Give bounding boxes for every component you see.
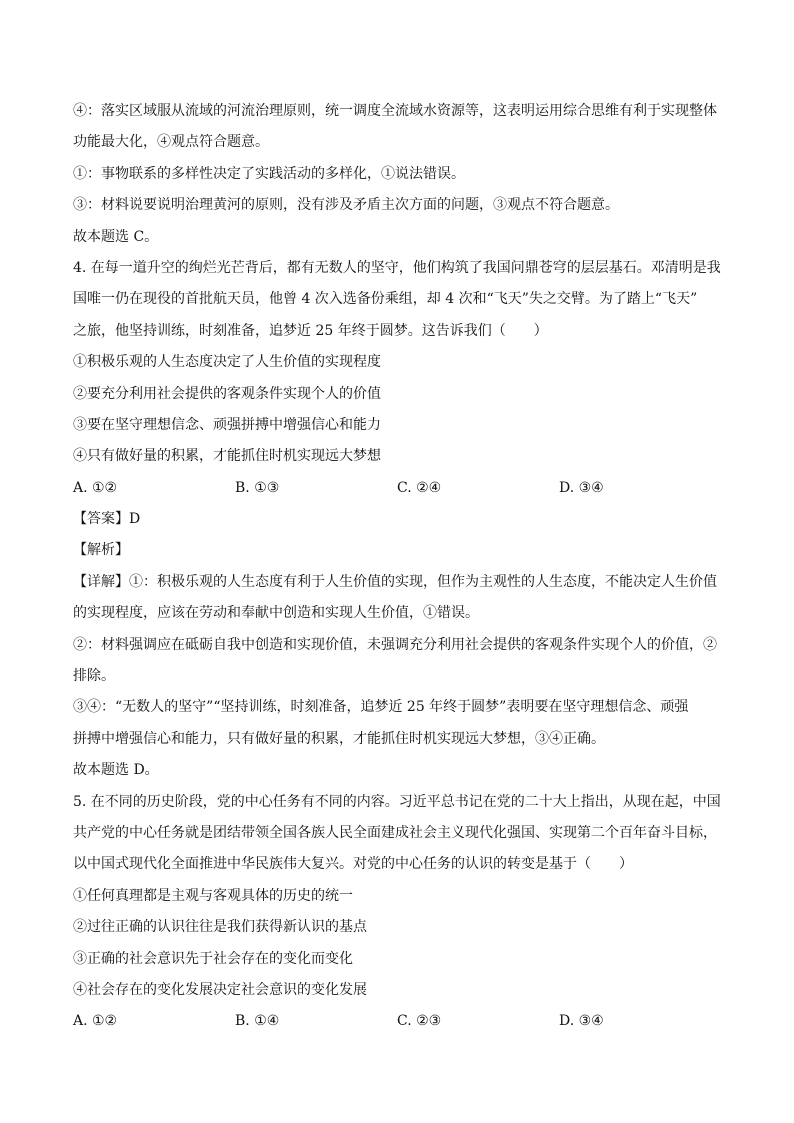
statement-item: ②过往正确的认识往往是我们获得新认识的基点 bbox=[73, 919, 367, 936]
question-stem-line: 共产党的中心任务就是团结带领全国各族人民全面建成社会主义现代化强国、实现第二个百年奋斗目标， bbox=[73, 824, 717, 841]
question-4 bbox=[73, 253, 723, 787]
statement-item: ④社会存在的变化发展决定社会意识的变化发展 bbox=[73, 981, 367, 998]
question-stem-line: 国唯一仍在现役的首批航天员，他曾 4 次入选备份乘组，却 4 次和“飞天”失之交臂。为了踏上“飞天” bbox=[73, 291, 698, 308]
question-stem-line: 4. 在每一道升空的绚烂光芒背后，都有无数人的坚守，他们构筑了我国问鼎苍穹的层层基石。邓清明是我 bbox=[73, 259, 721, 276]
option-b: B. ①③ bbox=[235, 479, 280, 496]
analysis-line: 【详解】①：积极乐观的人生态度有利于人生价值的实现，但作为主观性的人生态度，不能决定人生价值 bbox=[73, 573, 717, 590]
option-d: D. ③④ bbox=[559, 1013, 604, 1030]
option-c: C. ②④ bbox=[397, 479, 442, 496]
text-line: 功能最大化，④观点符合题意。 bbox=[73, 134, 269, 151]
statement-item: ②要充分利用社会提供的客观条件实现个人的价值 bbox=[73, 385, 381, 402]
text-line: ①：事物联系的多样性决定了实践活动的多样化，①说法错误。 bbox=[73, 165, 465, 182]
analysis-line: ③④：“无数人的坚守”“坚持训练，时刻准备，追梦近 25 年终于圆梦”表明要在坚守理想信念、顽强 bbox=[73, 699, 689, 716]
statement-item: ③正确的社会意识先于社会存在的变化而变化 bbox=[73, 950, 353, 967]
analysis-line: 排除。 bbox=[73, 668, 115, 685]
statement-item: ①任何真理都是主观与客观具体的历史的统一 bbox=[73, 887, 353, 904]
answer-options bbox=[73, 473, 723, 504]
document-page bbox=[73, 96, 723, 1038]
statement-item: ④只有做好量的积累，才能抓住时机实现远大梦想 bbox=[73, 448, 381, 465]
analysis-line: ②：材料强调应在砥砺自我中创造和实现价值，未强调充分利用社会提供的客观条件实现个人的价值，② bbox=[73, 636, 717, 653]
statement-item: ①积极乐观的人生态度决定了人生价值的实现程度 bbox=[73, 354, 381, 371]
question-5 bbox=[73, 787, 723, 1038]
text-line: ③：材料说要说明治理黄河的原则，没有涉及矛盾主次方面的问题，③观点不符合题意。 bbox=[73, 197, 619, 214]
statement-item: ③要在坚守理想信念、顽强拼搏中增强信心和能力 bbox=[73, 416, 381, 433]
analysis-line: 故本题选 D。 bbox=[73, 762, 159, 779]
option-a: A. ①② bbox=[73, 479, 118, 496]
answer-options bbox=[73, 1006, 723, 1037]
analysis-line: 的实现程度，应该在劳动和奉献中创造和实现人生价值，①错误。 bbox=[73, 605, 479, 622]
text-line: 故本题选 C。 bbox=[73, 228, 159, 245]
analysis-label: 【解析】 bbox=[73, 542, 129, 559]
question-stem-line: 5. 在不同的历史阶段，党的中心任务有不同的内容。习近平总书记在党的二十大上指出，从现在起，中国 bbox=[73, 793, 721, 810]
option-a: A. ①② bbox=[73, 1013, 118, 1030]
question-stem-line: 以中国式现代化全面推进中华民族伟大复兴。对党的中心任务的认识的转变是基于（ ） bbox=[73, 856, 633, 873]
previous-question-analysis bbox=[73, 96, 723, 253]
text-line: ④：落实区域服从流域的河流治理原则，统一调度全流域水资源等，这表明运用综合思维有利于实现整体 bbox=[73, 103, 717, 119]
option-c: C. ②③ bbox=[397, 1013, 442, 1030]
option-b: B. ①④ bbox=[235, 1013, 280, 1030]
option-d: D. ③④ bbox=[559, 479, 604, 496]
question-stem-line: 之旅，他坚持训练，时刻准备，追梦近 25 年终于圆梦。这告诉我们（ ） bbox=[73, 322, 548, 339]
answer-line: 【答案】D bbox=[73, 511, 141, 528]
analysis-line: 拼搏中增强信心和能力，只有做好量的积累，才能抓住时机实现远大梦想，③④正确。 bbox=[73, 730, 605, 747]
